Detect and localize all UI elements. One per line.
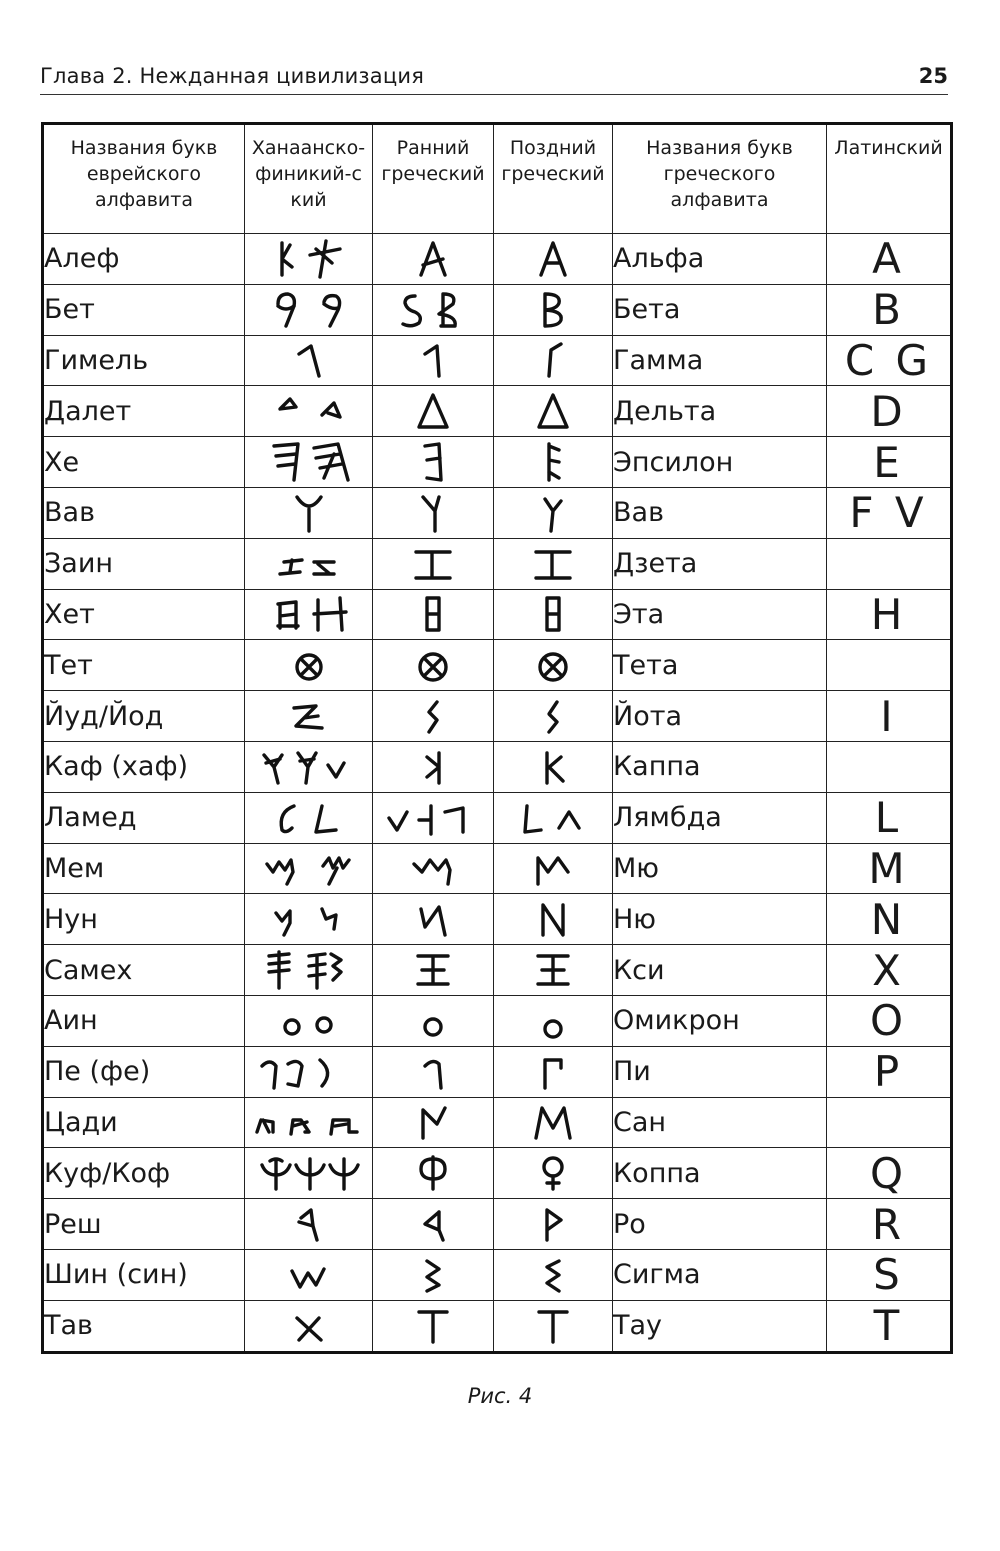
hebrew-letter-name: Нун	[43, 894, 245, 945]
late-greek-glyph	[494, 741, 613, 792]
latin-letter: X	[827, 945, 952, 996]
table-row	[43, 1046, 952, 1097]
greek-letter-name: Гамма	[613, 335, 827, 386]
table-row	[43, 691, 952, 742]
phoenician-glyph	[245, 1097, 373, 1148]
greek-letter-name: Эта	[613, 589, 827, 640]
late-greek-glyph	[494, 437, 613, 488]
greek-letter-name: Ро	[613, 1199, 827, 1250]
late-greek-glyph	[494, 234, 613, 285]
hebrew-letter-name: Далет	[43, 386, 245, 437]
early-greek-glyph	[373, 1300, 494, 1352]
early-greek-glyph	[373, 1046, 494, 1097]
greek-letter-name: Тау	[613, 1300, 827, 1352]
column-header: Названия букв еврейского алфавита	[43, 124, 245, 234]
table-row	[43, 1148, 952, 1199]
greek-letter-name: Пи	[613, 1046, 827, 1097]
greek-letter-name: Вав	[613, 487, 827, 538]
early-greek-glyph	[373, 640, 494, 691]
page-number: 25	[918, 64, 948, 88]
early-greek-glyph	[373, 437, 494, 488]
late-greek-glyph	[494, 589, 613, 640]
hebrew-letter-name: Ламед	[43, 792, 245, 843]
greek-letter-name: Кси	[613, 945, 827, 996]
late-greek-glyph	[494, 335, 613, 386]
greek-letter-name: Бета	[613, 284, 827, 335]
greek-letter-name: Тета	[613, 640, 827, 691]
table-row	[43, 741, 952, 792]
hebrew-letter-name: Самех	[43, 945, 245, 996]
early-greek-glyph	[373, 945, 494, 996]
latin-letter: H	[827, 589, 952, 640]
greek-letter-name: Омикрон	[613, 995, 827, 1046]
running-header	[40, 60, 948, 95]
late-greek-glyph	[494, 1249, 613, 1300]
phoenician-glyph	[245, 1249, 373, 1300]
greek-letter-name: Дельта	[613, 386, 827, 437]
latin-letter: I	[827, 691, 952, 742]
figure-caption: Рис. 4	[467, 1384, 533, 1408]
table-row	[43, 386, 952, 437]
phoenician-glyph	[245, 945, 373, 996]
hebrew-letter-name: Цади	[43, 1097, 245, 1148]
greek-letter-name: Дзета	[613, 538, 827, 589]
early-greek-glyph	[373, 386, 494, 437]
hebrew-letter-name: Гимель	[43, 335, 245, 386]
latin-letter: R	[827, 1199, 952, 1250]
latin-letter: A	[827, 234, 952, 285]
table-row	[43, 1097, 952, 1148]
phoenician-glyph	[245, 284, 373, 335]
latin-letter: D	[827, 386, 952, 437]
hebrew-letter-name: Бет	[43, 284, 245, 335]
late-greek-glyph	[494, 995, 613, 1046]
latin-letter	[827, 538, 952, 589]
table-row	[43, 234, 952, 285]
phoenician-glyph	[245, 1199, 373, 1250]
table-row	[43, 894, 952, 945]
table-row	[43, 335, 952, 386]
latin-letter: T	[827, 1300, 952, 1352]
phoenician-glyph	[245, 691, 373, 742]
late-greek-glyph	[494, 1300, 613, 1352]
hebrew-letter-name: Хе	[43, 437, 245, 488]
early-greek-glyph	[373, 741, 494, 792]
late-greek-glyph	[494, 691, 613, 742]
table-row	[43, 437, 952, 488]
late-greek-glyph	[494, 1097, 613, 1148]
greek-letter-name: Альфа	[613, 234, 827, 285]
greek-letter-name: Сигма	[613, 1249, 827, 1300]
table-row	[43, 1199, 952, 1250]
late-greek-glyph	[494, 1046, 613, 1097]
hebrew-letter-name: Алеф	[43, 234, 245, 285]
phoenician-glyph	[245, 386, 373, 437]
latin-letter	[827, 640, 952, 691]
hebrew-letter-name: Тет	[43, 640, 245, 691]
column-header: Названия букв греческого алфавита	[613, 124, 827, 234]
greek-letter-name: Мю	[613, 843, 827, 894]
table-header-row	[43, 124, 952, 234]
phoenician-glyph	[245, 234, 373, 285]
hebrew-letter-name: Шин (син)	[43, 1249, 245, 1300]
early-greek-glyph	[373, 691, 494, 742]
hebrew-letter-name: Тав	[43, 1300, 245, 1352]
phoenician-glyph	[245, 843, 373, 894]
early-greek-glyph	[373, 894, 494, 945]
late-greek-glyph	[494, 1148, 613, 1199]
latin-letter: M	[827, 843, 952, 894]
hebrew-letter-name: Каф (хаф)	[43, 741, 245, 792]
late-greek-glyph	[494, 487, 613, 538]
phoenician-glyph	[245, 1300, 373, 1352]
greek-letter-name: Ню	[613, 894, 827, 945]
early-greek-glyph	[373, 1199, 494, 1250]
early-greek-glyph	[373, 589, 494, 640]
table-row	[43, 792, 952, 843]
latin-letter: B	[827, 284, 952, 335]
latin-letter	[827, 741, 952, 792]
hebrew-letter-name: Пе (фе)	[43, 1046, 245, 1097]
greek-letter-name: Каппа	[613, 741, 827, 792]
column-header: Латинский	[827, 124, 952, 234]
latin-letter: N	[827, 894, 952, 945]
table-row	[43, 843, 952, 894]
table-row	[43, 487, 952, 538]
table-row	[43, 538, 952, 589]
phoenician-glyph	[245, 640, 373, 691]
phoenician-glyph	[245, 741, 373, 792]
hebrew-letter-name: Вав	[43, 487, 245, 538]
early-greek-glyph	[373, 284, 494, 335]
early-greek-glyph	[373, 995, 494, 1046]
latin-letter: O	[827, 995, 952, 1046]
late-greek-glyph	[494, 386, 613, 437]
phoenician-glyph	[245, 538, 373, 589]
late-greek-glyph	[494, 945, 613, 996]
hebrew-letter-name: Хет	[43, 589, 245, 640]
table-row	[43, 640, 952, 691]
table-row	[43, 284, 952, 335]
latin-letter: E	[827, 437, 952, 488]
phoenician-glyph	[245, 487, 373, 538]
latin-letter	[827, 1097, 952, 1148]
phoenician-glyph	[245, 437, 373, 488]
greek-letter-name: Йота	[613, 691, 827, 742]
late-greek-glyph	[494, 792, 613, 843]
phoenician-glyph	[245, 589, 373, 640]
latin-letter: L	[827, 792, 952, 843]
hebrew-letter-name: Йуд/Йод	[43, 691, 245, 742]
hebrew-letter-name: Заин	[43, 538, 245, 589]
early-greek-glyph	[373, 234, 494, 285]
alphabet-table	[41, 122, 953, 1354]
column-header: Ранний греческий	[373, 124, 494, 234]
greek-letter-name: Коппа	[613, 1148, 827, 1199]
hebrew-letter-name: Аин	[43, 995, 245, 1046]
late-greek-glyph	[494, 284, 613, 335]
phoenician-glyph	[245, 335, 373, 386]
hebrew-letter-name: Мем	[43, 843, 245, 894]
early-greek-glyph	[373, 843, 494, 894]
greek-letter-name: Лямбда	[613, 792, 827, 843]
early-greek-glyph	[373, 335, 494, 386]
late-greek-glyph	[494, 538, 613, 589]
greek-letter-name: Сан	[613, 1097, 827, 1148]
table-row	[43, 1300, 952, 1352]
latin-letter: S	[827, 1249, 952, 1300]
hebrew-letter-name: Реш	[43, 1199, 245, 1250]
late-greek-glyph	[494, 640, 613, 691]
table-row	[43, 1249, 952, 1300]
early-greek-glyph	[373, 1097, 494, 1148]
late-greek-glyph	[494, 843, 613, 894]
latin-letter: P	[827, 1046, 952, 1097]
early-greek-glyph	[373, 1148, 494, 1199]
early-greek-glyph	[373, 1249, 494, 1300]
phoenician-glyph	[245, 1148, 373, 1199]
table-row	[43, 995, 952, 1046]
chapter-title: Глава 2. Нежданная цивилизация	[40, 64, 425, 88]
phoenician-glyph	[245, 1046, 373, 1097]
latin-letter: F V	[827, 487, 952, 538]
late-greek-glyph	[494, 1199, 613, 1250]
column-header: Ханаанско-финикий-ский	[245, 124, 373, 234]
phoenician-glyph	[245, 894, 373, 945]
column-header: Поздний греческий	[494, 124, 613, 234]
early-greek-glyph	[373, 538, 494, 589]
late-greek-glyph	[494, 894, 613, 945]
table-row	[43, 589, 952, 640]
greek-letter-name: Эпсилон	[613, 437, 827, 488]
phoenician-glyph	[245, 792, 373, 843]
latin-letter: C G	[827, 335, 952, 386]
phoenician-glyph	[245, 995, 373, 1046]
early-greek-glyph	[373, 487, 494, 538]
hebrew-letter-name: Куф/Коф	[43, 1148, 245, 1199]
table-row	[43, 945, 952, 996]
latin-letter: Q	[827, 1148, 952, 1199]
early-greek-glyph	[373, 792, 494, 843]
